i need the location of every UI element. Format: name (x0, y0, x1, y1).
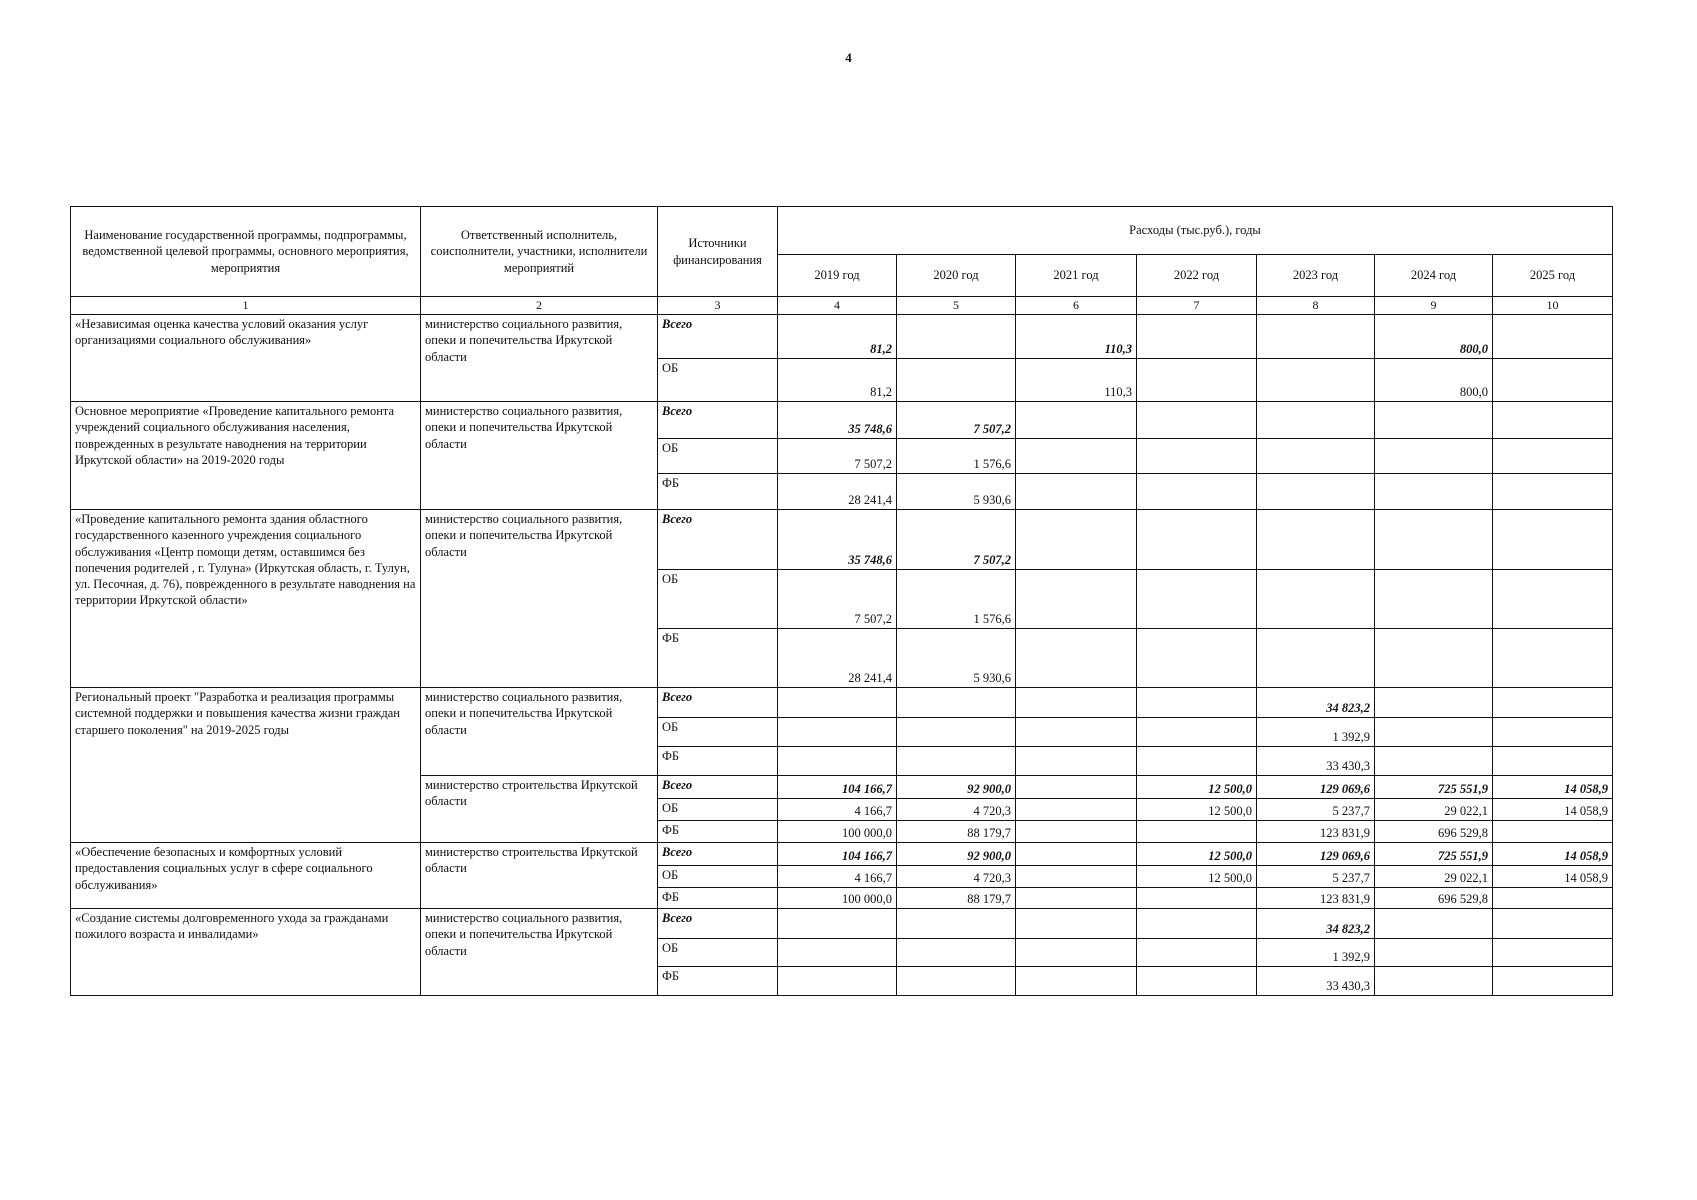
table-row (71, 909, 1613, 939)
expense-value-2024 (1375, 939, 1493, 967)
expense-value-2023: 1 392,9 (1257, 939, 1375, 967)
expense-value-2025: 14 058,9 (1493, 843, 1613, 866)
expense-value-2023 (1257, 474, 1375, 510)
expense-value-2024: 725 551,9 (1375, 843, 1493, 866)
expense-value-2021 (1016, 939, 1137, 967)
expense-value-2021 (1016, 570, 1137, 629)
expense-value-2025 (1493, 939, 1613, 967)
expense-value-2019: 100 000,0 (778, 888, 897, 909)
header-year: 2019 год (778, 255, 897, 297)
expense-value-2022 (1137, 718, 1257, 747)
column-number: 2 (421, 297, 658, 315)
expense-value-2024 (1375, 718, 1493, 747)
funding-source: Всего (658, 843, 778, 866)
expense-value-2025 (1493, 688, 1613, 718)
expense-value-2024: 800,0 (1375, 315, 1493, 359)
expense-value-2020 (897, 747, 1016, 776)
funding-source: ФБ (658, 474, 778, 510)
expense-value-2023: 34 823,2 (1257, 688, 1375, 718)
expense-value-2021 (1016, 843, 1137, 866)
column-number: 3 (658, 297, 778, 315)
expense-value-2022 (1137, 570, 1257, 629)
expense-value-2019 (778, 967, 897, 996)
expense-value-2021 (1016, 747, 1137, 776)
table-body (71, 315, 1613, 996)
expense-value-2019 (778, 718, 897, 747)
expense-value-2025 (1493, 402, 1613, 439)
expense-value-2020: 1 576,6 (897, 570, 1016, 629)
expense-value-2024 (1375, 402, 1493, 439)
expense-value-2024 (1375, 570, 1493, 629)
header-year: 2022 год (1137, 255, 1257, 297)
table-row (71, 510, 1613, 570)
expense-value-2019: 4 166,7 (778, 866, 897, 888)
column-number: 8 (1257, 297, 1375, 315)
expense-value-2023: 123 831,9 (1257, 821, 1375, 843)
expense-value-2023 (1257, 439, 1375, 474)
table-row (71, 402, 1613, 439)
header-source: Источники финансирования (658, 207, 778, 297)
expense-value-2020 (897, 359, 1016, 402)
expense-value-2023: 123 831,9 (1257, 888, 1375, 909)
expense-value-2024: 696 529,8 (1375, 821, 1493, 843)
expense-value-2019: 28 241,4 (778, 629, 897, 688)
expense-value-2023 (1257, 629, 1375, 688)
executor-name: министерство социального развития, опеки и попечительства Иркутской области (421, 510, 658, 688)
expense-value-2024 (1375, 909, 1493, 939)
expense-value-2021 (1016, 888, 1137, 909)
executor-name: министерство строительства Иркутской области (421, 843, 658, 909)
expense-value-2023: 33 430,3 (1257, 747, 1375, 776)
expense-value-2024: 29 022,1 (1375, 799, 1493, 821)
expense-value-2022 (1137, 939, 1257, 967)
expense-value-2023: 129 069,6 (1257, 776, 1375, 799)
expense-value-2020: 7 507,2 (897, 402, 1016, 439)
expense-value-2024: 725 551,9 (1375, 776, 1493, 799)
expense-value-2022 (1137, 909, 1257, 939)
expense-value-2022 (1137, 439, 1257, 474)
expense-value-2023 (1257, 315, 1375, 359)
funding-source: ФБ (658, 967, 778, 996)
expense-value-2022 (1137, 747, 1257, 776)
expense-value-2025 (1493, 474, 1613, 510)
expense-value-2021 (1016, 776, 1137, 799)
expense-value-2025: 14 058,9 (1493, 776, 1613, 799)
funding-source: ФБ (658, 629, 778, 688)
executor-name: министерство социального развития, опеки и попечительства Иркутской области (421, 315, 658, 402)
funding-source: Всего (658, 315, 778, 359)
expense-value-2020: 5 930,6 (897, 474, 1016, 510)
expense-value-2019: 35 748,6 (778, 402, 897, 439)
expense-value-2025: 14 058,9 (1493, 866, 1613, 888)
expense-value-2022 (1137, 821, 1257, 843)
funding-source: Всего (658, 909, 778, 939)
expense-value-2025 (1493, 315, 1613, 359)
expense-value-2025 (1493, 821, 1613, 843)
expense-value-2020: 92 900,0 (897, 776, 1016, 799)
expense-value-2024: 29 022,1 (1375, 866, 1493, 888)
expense-value-2019: 104 166,7 (778, 843, 897, 866)
expense-value-2023: 5 237,7 (1257, 866, 1375, 888)
expense-value-2020: 4 720,3 (897, 866, 1016, 888)
expense-value-2022 (1137, 629, 1257, 688)
executor-name: министерство социального развития, опеки и попечительства Иркутской области (421, 909, 658, 996)
expense-value-2020: 88 179,7 (897, 821, 1016, 843)
page-number: 4 (845, 50, 852, 65)
header-year: 2021 год (1016, 255, 1137, 297)
expense-value-2020 (897, 315, 1016, 359)
measure-name: «Создание системы долговременного ухода за гражданами пожилого возраста и инвалидами» (71, 909, 421, 996)
expense-value-2021 (1016, 629, 1137, 688)
expense-value-2020: 4 720,3 (897, 799, 1016, 821)
expense-value-2021 (1016, 402, 1137, 439)
expense-value-2019 (778, 939, 897, 967)
expense-value-2020: 7 507,2 (897, 510, 1016, 570)
column-number: 5 (897, 297, 1016, 315)
expense-value-2021 (1016, 474, 1137, 510)
expense-value-2021 (1016, 799, 1137, 821)
header-year: 2020 год (897, 255, 1016, 297)
expense-value-2019: 81,2 (778, 359, 897, 402)
funding-source: ОБ (658, 439, 778, 474)
expense-value-2022 (1137, 402, 1257, 439)
expense-value-2019: 104 166,7 (778, 776, 897, 799)
funding-source: ОБ (658, 570, 778, 629)
column-number: 7 (1137, 297, 1257, 315)
expense-value-2023: 33 430,3 (1257, 967, 1375, 996)
executor-name: министерство строительства Иркутской области (421, 776, 658, 843)
expense-value-2019: 100 000,0 (778, 821, 897, 843)
budget-table (70, 206, 1613, 996)
expense-value-2021 (1016, 510, 1137, 570)
funding-source: ОБ (658, 799, 778, 821)
expense-value-2024 (1375, 629, 1493, 688)
expense-value-2025 (1493, 909, 1613, 939)
measure-name: Региональный проект "Разработка и реализация программы системной поддержки и повышения качества жизни граждан старшего поколения" на 2019-2025 годы (71, 688, 421, 843)
header-executor: Ответственный исполнитель, соисполнители, участники, исполнители мероприятий (421, 207, 658, 297)
measure-name: Основное мероприятие «Проведение капитального ремонта учреждений социального обслуживания населения, поврежденных в результате наводнения на территории Иркутской области» на 2019-2020 годы (71, 402, 421, 510)
expense-value-2025 (1493, 359, 1613, 402)
column-number: 6 (1016, 297, 1137, 315)
funding-source: ФБ (658, 821, 778, 843)
expense-value-2024 (1375, 967, 1493, 996)
expense-value-2019: 4 166,7 (778, 799, 897, 821)
expense-value-2024 (1375, 510, 1493, 570)
expense-value-2022: 12 500,0 (1137, 776, 1257, 799)
funding-source: Всего (658, 402, 778, 439)
expense-value-2020: 88 179,7 (897, 888, 1016, 909)
expense-value-2022 (1137, 474, 1257, 510)
measure-name: «Проведение капитального ремонта здания областного государственного казенного учреждения социального обслуживания «Центр помощи детям, оставшимся без попечения родителей , г. Тулуна» (Иркутская область, г. Тулун, ул. Песочная, д. 76), поврежденного в результате наводнения на территории Иркутской области» (71, 510, 421, 688)
funding-source: Всего (658, 510, 778, 570)
expense-value-2021 (1016, 688, 1137, 718)
expense-value-2022: 12 500,0 (1137, 799, 1257, 821)
expense-value-2021: 110,3 (1016, 315, 1137, 359)
expense-value-2024 (1375, 747, 1493, 776)
expense-value-2024: 696 529,8 (1375, 888, 1493, 909)
header-year: 2023 год (1257, 255, 1375, 297)
expense-value-2022 (1137, 510, 1257, 570)
expense-value-2021 (1016, 909, 1137, 939)
expense-value-2021 (1016, 821, 1137, 843)
table-row (71, 843, 1613, 866)
expense-value-2023 (1257, 510, 1375, 570)
funding-source: ОБ (658, 866, 778, 888)
header-year: 2024 год (1375, 255, 1493, 297)
column-number: 10 (1493, 297, 1613, 315)
expense-value-2022 (1137, 967, 1257, 996)
column-number: 1 (71, 297, 421, 315)
expense-value-2021 (1016, 718, 1137, 747)
expense-value-2021 (1016, 967, 1137, 996)
expense-value-2022 (1137, 688, 1257, 718)
executor-name: министерство социального развития, опеки и попечительства Иркутской области (421, 402, 658, 510)
expense-value-2022 (1137, 359, 1257, 402)
header-expenses: Расходы (тыс.руб.), годы (778, 207, 1613, 255)
funding-source: ОБ (658, 718, 778, 747)
expense-value-2025 (1493, 718, 1613, 747)
column-number: 9 (1375, 297, 1493, 315)
expense-value-2020 (897, 718, 1016, 747)
expense-value-2024 (1375, 474, 1493, 510)
expense-value-2023 (1257, 359, 1375, 402)
expense-value-2019 (778, 909, 897, 939)
expense-value-2025 (1493, 747, 1613, 776)
table-row (71, 315, 1613, 359)
expense-value-2019: 7 507,2 (778, 570, 897, 629)
table-row (71, 688, 1613, 718)
expense-value-2023 (1257, 402, 1375, 439)
funding-source: Всего (658, 776, 778, 799)
measure-name: «Обеспечение безопасных и комфортных условий предоставления социальных услуг в сфере социального обслуживания» (71, 843, 421, 909)
expense-value-2020: 92 900,0 (897, 843, 1016, 866)
expense-value-2020 (897, 939, 1016, 967)
expense-value-2022 (1137, 315, 1257, 359)
expense-value-2025: 14 058,9 (1493, 799, 1613, 821)
executor-name: министерство социального развития, опеки и попечительства Иркутской области (421, 688, 658, 776)
expense-value-2019 (778, 747, 897, 776)
expense-value-2020 (897, 967, 1016, 996)
expense-value-2019: 28 241,4 (778, 474, 897, 510)
measure-name: «Независимая оценка качества условий оказания услуг организациями социального обслуживания» (71, 315, 421, 402)
expense-value-2024 (1375, 439, 1493, 474)
expense-value-2023: 34 823,2 (1257, 909, 1375, 939)
expense-value-2020: 5 930,6 (897, 629, 1016, 688)
expense-value-2019: 35 748,6 (778, 510, 897, 570)
expense-value-2020 (897, 688, 1016, 718)
expense-value-2019: 7 507,2 (778, 439, 897, 474)
funding-source: ФБ (658, 888, 778, 909)
expense-value-2025 (1493, 967, 1613, 996)
expense-value-2023 (1257, 570, 1375, 629)
expense-value-2024 (1375, 688, 1493, 718)
expense-value-2023: 5 237,7 (1257, 799, 1375, 821)
expense-value-2020: 1 576,6 (897, 439, 1016, 474)
expense-value-2019 (778, 688, 897, 718)
header-name: Наименование государственной программы, подпрограммы, ведомственной целевой программы, основного мероприятия, мероприятия (71, 207, 421, 297)
expense-value-2022 (1137, 888, 1257, 909)
expense-value-2022: 12 500,0 (1137, 843, 1257, 866)
funding-source: ФБ (658, 747, 778, 776)
column-number: 4 (778, 297, 897, 315)
expense-value-2019: 81,2 (778, 315, 897, 359)
expense-value-2025 (1493, 510, 1613, 570)
expense-value-2024: 800,0 (1375, 359, 1493, 402)
funding-source: Всего (658, 688, 778, 718)
expense-value-2020 (897, 909, 1016, 939)
expense-value-2025 (1493, 439, 1613, 474)
expense-value-2023: 1 392,9 (1257, 718, 1375, 747)
header-year: 2025 год (1493, 255, 1613, 297)
expense-value-2021 (1016, 439, 1137, 474)
expense-value-2022: 12 500,0 (1137, 866, 1257, 888)
expense-value-2025 (1493, 629, 1613, 688)
expense-value-2021 (1016, 866, 1137, 888)
expense-value-2025 (1493, 888, 1613, 909)
expense-value-2023: 129 069,6 (1257, 843, 1375, 866)
funding-source: ОБ (658, 939, 778, 967)
expense-value-2025 (1493, 570, 1613, 629)
expense-value-2021: 110,3 (1016, 359, 1137, 402)
funding-source: ОБ (658, 359, 778, 402)
